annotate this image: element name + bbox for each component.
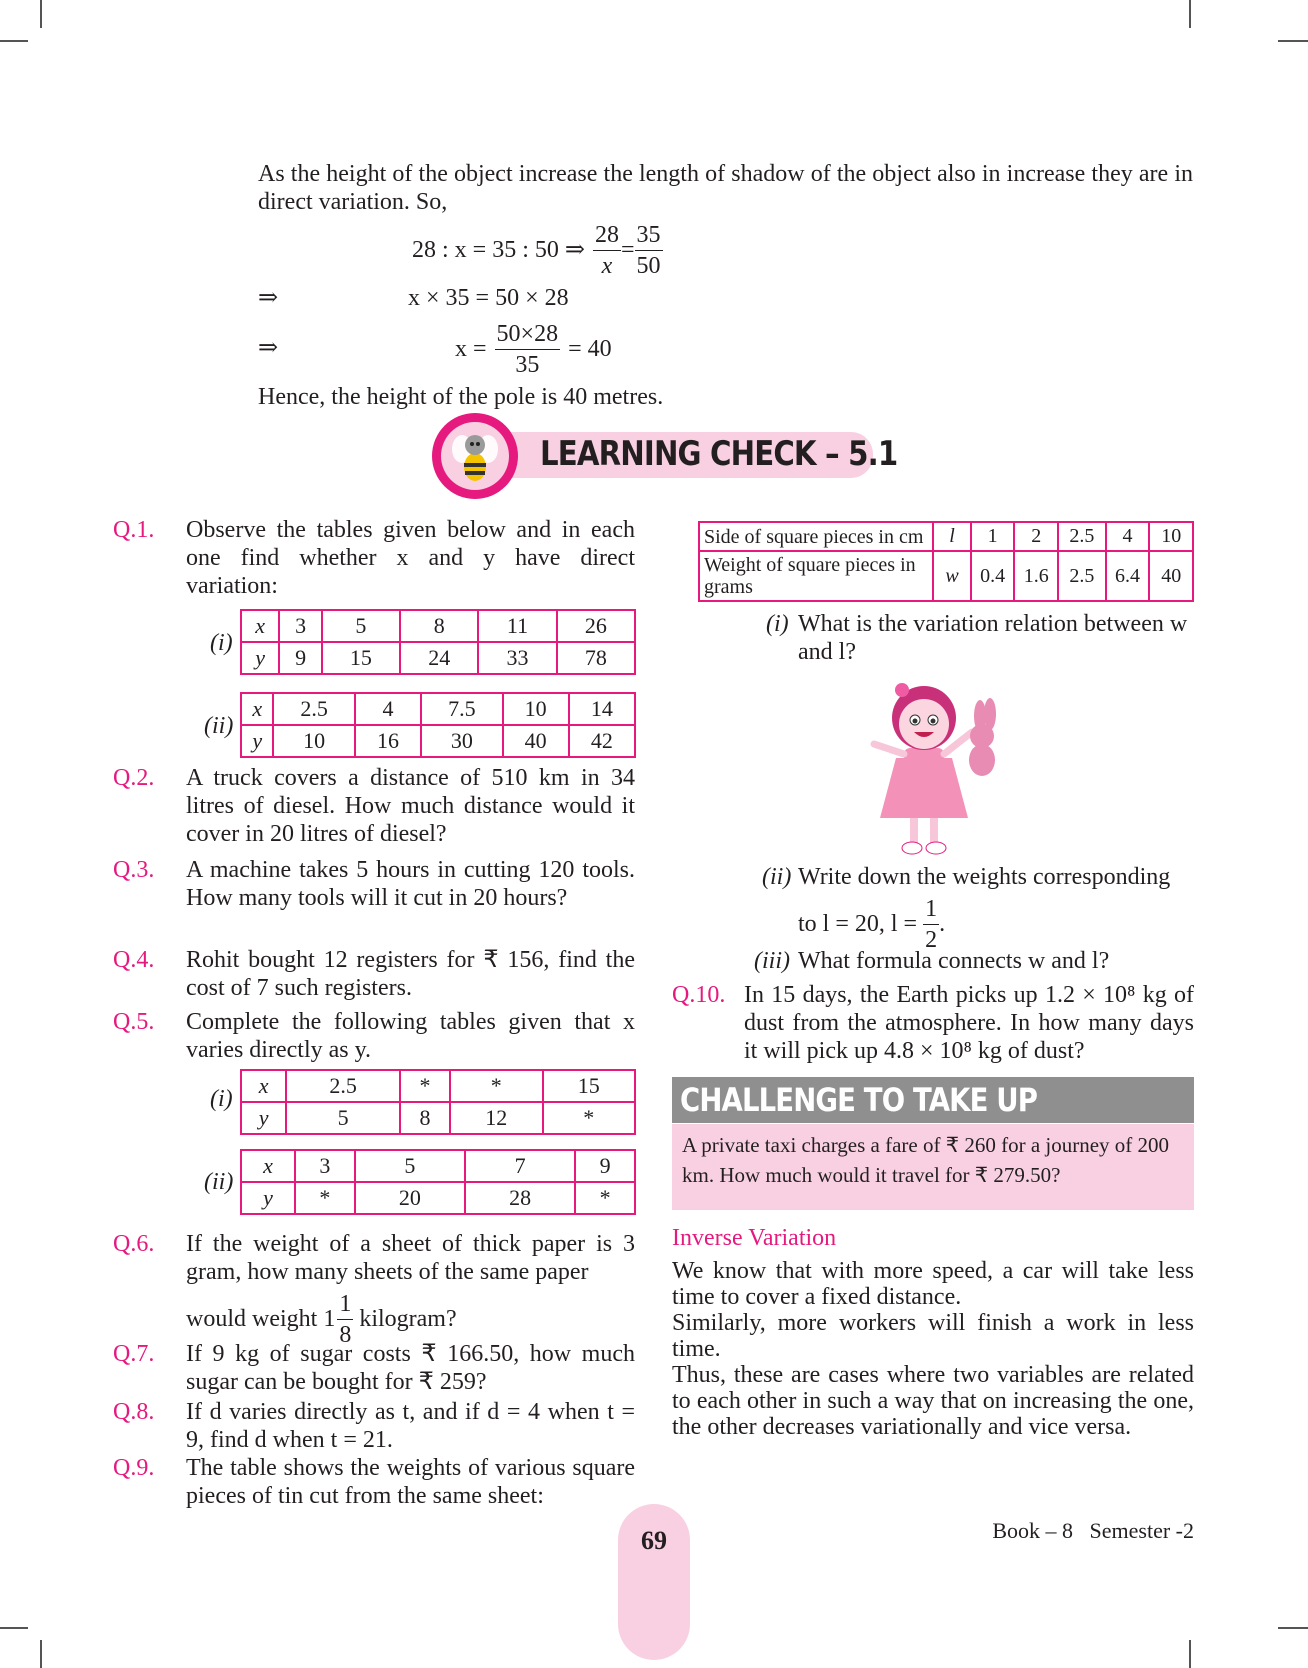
table-row [699, 551, 1193, 601]
table-q9-weights [698, 521, 1194, 602]
table-cell: * [450, 1070, 542, 1102]
fraction-numerator: 1 [337, 1289, 353, 1320]
question-7-text: If 9 kg of sugar costs ₹ 166.50, how much sugar can be bought for ₹ 259? [186, 1341, 635, 1395]
period: . [939, 911, 946, 937]
crop-mark [1278, 1627, 1308, 1629]
table-row [241, 693, 635, 725]
question-10-text: In 15 days, the Earth picks up 1.2 × 10⁸ kg of dust from the atmosphere. In how many days it will pick up 4.8 × 10⁸ kg of dust? [744, 982, 1194, 1064]
table-cell: 7.5 [421, 693, 502, 725]
q9-part-ii-values [798, 893, 945, 955]
table-cell: 30 [421, 725, 502, 757]
table-cell: 10 [273, 725, 354, 757]
equation-2: x × 35 = 50 × 28 [408, 285, 569, 311]
table-row-label: y [241, 642, 279, 674]
crop-mark [0, 40, 28, 42]
crop-mark [0, 1627, 28, 1629]
table-cell: 12 [450, 1102, 542, 1134]
table-label: (i) [210, 1086, 233, 1112]
fraction-numerator: 50×28 [495, 319, 561, 350]
question-number: Q.2. [113, 765, 155, 791]
inverse-paragraph-3: Thus, these are cases where two variables are related to each other in such a way that on increasing the one, the other decreases variationally and vice versa. [672, 1362, 1194, 1440]
question-number: Q.9. [113, 1455, 155, 1481]
question-5-text: Complete the following tables given that x varies directly as y. [186, 1009, 635, 1063]
equation-1 [412, 220, 663, 280]
table-cell: 5 [355, 1150, 465, 1182]
table-cell: 9 [575, 1150, 635, 1182]
book-semester: Book – 8 Semester -2 [992, 1518, 1194, 1543]
q9-part-iii-text: What formula connects w and l? [798, 948, 1110, 974]
q9-part-i-text: What is the variation relation between w and l? [798, 611, 1188, 665]
table-cell: 1 [971, 522, 1015, 551]
fraction-50x28-35 [495, 319, 561, 380]
inverse-paragraph-2: Similarly, more workers will finish a work in less time. [672, 1310, 1194, 1362]
challenge-title-text: CHALLENGE TO TAKE UP [680, 1081, 1038, 1119]
equation-3 [455, 318, 612, 380]
question-6-text: If the weight of a sheet of thick paper is 3 gram, how many sheets of the same paper [186, 1231, 635, 1285]
implies-arrow: ⇒ [258, 285, 279, 311]
table-row [241, 642, 635, 674]
question-9-text: The table shows the weights of various square pieces of tin cut from the same sheet: [186, 1455, 635, 1509]
table-cell: 5 [322, 610, 400, 642]
table-cell: 4 [355, 693, 421, 725]
table-cell: 2.5 [1058, 551, 1106, 601]
inverse-paragraph-1: We know that with more speed, a car will take less time to cover a fixed distance. [672, 1258, 1194, 1310]
table-cell: 40 [1149, 551, 1193, 601]
table-q1-i [240, 609, 636, 675]
table-cell: 10 [1149, 522, 1193, 551]
table-cell: * [575, 1182, 635, 1214]
q9-part-ii-text: Write down the weights corresponding [798, 864, 1171, 890]
challenge-text: A private taxi charges a fare of ₹ 260 for a journey of 200 km. How much would it travel for ₹ 279.50? [672, 1124, 1194, 1210]
table-label: (ii) [204, 1169, 234, 1195]
part-label: (ii) [762, 864, 792, 890]
table-cell: 10 [503, 693, 569, 725]
crop-mark [1189, 1640, 1191, 1668]
table-row-label: x [241, 610, 279, 642]
q9-part-ii-to: to l = 20, l = [798, 911, 918, 937]
crop-mark [40, 1640, 42, 1668]
table-row [241, 1070, 635, 1102]
table-cell: 9 [279, 642, 321, 674]
fraction-numerator: 35 [635, 220, 663, 251]
table-row-label: y [241, 725, 273, 757]
crop-mark [1189, 0, 1191, 28]
part-label: (i) [766, 611, 789, 637]
q6-unit-text: kilogram? [359, 1306, 457, 1332]
intro-paragraph: As the height of the object increase the length of shadow of the object also in increase they are in direct variation. So, [258, 161, 1193, 215]
table-cell: 4 [1106, 522, 1150, 551]
equation-1-left: 28 : x = 35 : 50 ⇒ [412, 237, 585, 263]
table-cell: 15 [543, 1070, 636, 1102]
question-number: Q.5. [113, 1009, 155, 1035]
question-3-text: A machine takes 5 hours in cutting 120 tools. How many tools will it cut in 20 hours? [186, 857, 635, 911]
fraction-denominator: x [601, 252, 613, 279]
table-cell: * [400, 1070, 450, 1102]
table-cell: 40 [503, 725, 569, 757]
question-4-text: Rohit bought 12 registers for ₹ 156, find the cost of 7 such registers. [186, 947, 635, 1001]
table-cell: 15 [322, 642, 400, 674]
table-q1-ii [240, 692, 636, 758]
table-cell: 33 [478, 642, 556, 674]
table-cell: 2.5 [273, 693, 354, 725]
table-q5-ii [240, 1149, 636, 1215]
challenge-title [672, 1077, 1194, 1123]
table-row-label: Weight of square pieces in grams [699, 551, 933, 601]
equals-sign: = [620, 237, 635, 263]
question-2-text: A truck covers a distance of 510 km in 34 litres of diesel. How much distance would it cover in 20 litres of diesel? [186, 765, 635, 847]
question-number: Q.10. [672, 982, 726, 1008]
q6-weight-text: would weight 1 [186, 1306, 336, 1332]
table-cell: 16 [355, 725, 421, 757]
table-cell: 6.4 [1106, 551, 1150, 601]
question-1-text: Observe the tables given below and in each one find whether x and y have direct variation: [186, 517, 635, 599]
table-q5-i [240, 1069, 636, 1135]
table-cell: * [295, 1182, 355, 1214]
table-cell: 24 [400, 642, 478, 674]
fraction-denominator: 35 [515, 351, 540, 378]
table-cell: 20 [355, 1182, 465, 1214]
conclusion-text: Hence, the height of the pole is 40 metres. [258, 384, 664, 410]
fraction-35-50 [635, 220, 663, 281]
question-number: Q.8. [113, 1399, 155, 1425]
table-row-label: x [241, 1150, 295, 1182]
equation-3-left: x = [455, 336, 487, 362]
table-cell: 3 [295, 1150, 355, 1182]
crop-mark [40, 0, 42, 28]
table-cell: 5 [286, 1102, 400, 1134]
table-row [241, 725, 635, 757]
table-cell: 26 [557, 610, 635, 642]
table-cell: 11 [478, 610, 556, 642]
table-row [241, 610, 635, 642]
question-number: Q.3. [113, 857, 155, 883]
question-8-text: If d varies directly as t, and if d = 4 when t = 9, find d when t = 21. [186, 1399, 635, 1453]
equation-3-right: = 40 [568, 336, 612, 362]
part-label: (iii) [754, 948, 790, 974]
table-label: (i) [210, 630, 233, 656]
table-cell: w [933, 551, 971, 601]
crop-mark [1278, 40, 1308, 42]
table-cell: * [543, 1102, 636, 1134]
table-cell: 2.5 [1058, 522, 1106, 551]
table-row [241, 1182, 635, 1214]
question-number: Q.7. [113, 1341, 155, 1367]
fraction-denominator: 8 [339, 1321, 352, 1348]
table-cell: 8 [400, 1102, 450, 1134]
table-cell: 7 [465, 1150, 575, 1182]
table-cell: 1.6 [1014, 551, 1058, 601]
table-cell: 28 [465, 1182, 575, 1214]
fraction-numerator: 1 [923, 894, 939, 925]
question-number: Q.4. [113, 947, 155, 973]
section-heading: Inverse Variation [672, 1225, 837, 1251]
table-cell: 3 [279, 610, 321, 642]
girl-with-teddy-illustration [864, 668, 1004, 860]
table-cell: 42 [569, 725, 635, 757]
question-number: Q.1. [113, 517, 155, 543]
fraction-numerator: 28 [593, 220, 621, 251]
table-row [699, 522, 1193, 551]
table-cell: 2 [1014, 522, 1058, 551]
learning-check-title: LEARNING CHECK – 5.1 [540, 434, 898, 474]
table-row-label: y [241, 1182, 295, 1214]
fraction-28-x [593, 220, 621, 281]
table-row-label: x [241, 1070, 286, 1102]
table-row [241, 1150, 635, 1182]
fraction-denominator: 2 [925, 926, 938, 953]
fraction-one-half [923, 894, 939, 955]
table-cell: 14 [569, 693, 635, 725]
table-row-label: y [241, 1102, 286, 1134]
fraction-denominator: 50 [636, 252, 661, 279]
implies-arrow: ⇒ [258, 335, 279, 361]
table-cell: 0.4 [971, 551, 1015, 601]
table-row-label: Side of square pieces in cm [699, 522, 933, 551]
table-cell: l [933, 522, 971, 551]
table-cell: 78 [557, 642, 635, 674]
table-row [241, 1102, 635, 1134]
table-label: (ii) [204, 713, 234, 739]
table-cell: 8 [400, 610, 478, 642]
table-row-label: x [241, 693, 273, 725]
bee-icon [432, 413, 518, 499]
question-number: Q.6. [113, 1231, 155, 1257]
table-cell: 2.5 [286, 1070, 400, 1102]
page-number: 69 [641, 1526, 667, 1555]
